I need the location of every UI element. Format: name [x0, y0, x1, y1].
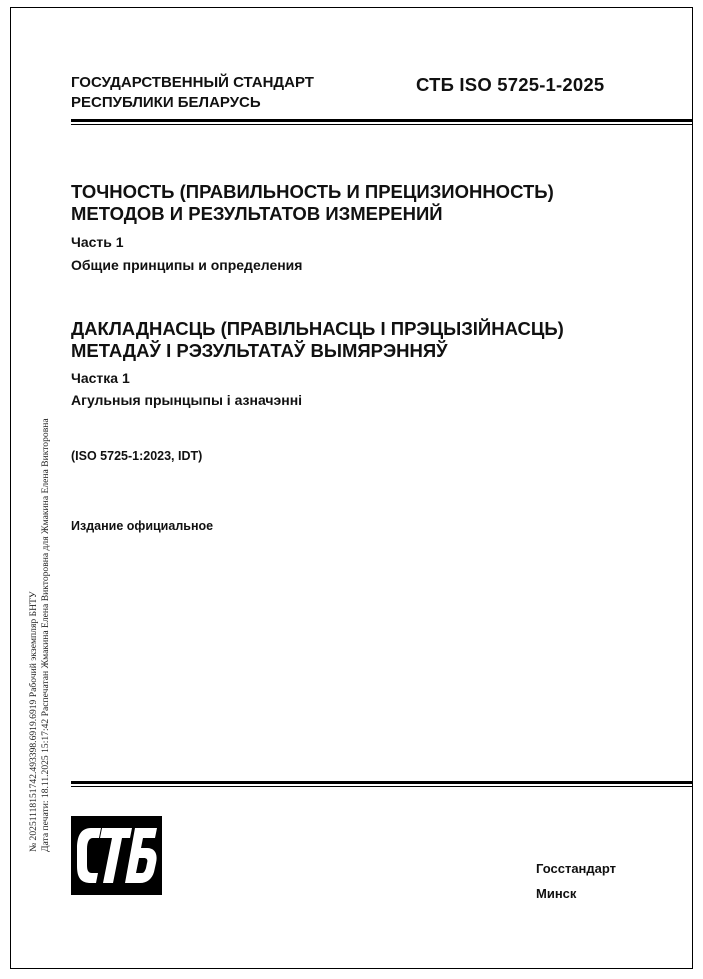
publisher-name: Госстандарт [536, 861, 617, 876]
title-ru-line-2: МЕТОДОВ И РЕЗУЛЬТАТОВ ИЗМЕРЕНИЙ [71, 203, 443, 224]
title-be-part: Частка 1 [71, 370, 130, 386]
header-rule-thick [71, 119, 693, 122]
publisher-city: Минск [536, 886, 577, 901]
title-belarusian [71, 318, 564, 409]
title-be-line-1: ДАКЛАДНАСЦЬ (ПРАВІЛЬНАСЦЬ І ПРЭЦЫЗІЙНАСЦЬ) [71, 318, 564, 339]
standard-code: СТБ ISO 5725-1-2025 [416, 74, 605, 95]
issuing-authority [71, 73, 314, 113]
iso-reference: (ISO 5725-1:2023, IDT) [71, 449, 203, 463]
title-russian [71, 181, 554, 274]
title-be-subtitle: Агульныя прынцыпы і азначэнні [71, 392, 303, 408]
stb-logo-icon [71, 816, 162, 895]
title-ru-line-1: ТОЧНОСТЬ (ПРАВИЛЬНОСТЬ И ПРЕЦИЗИОННОСТЬ) [71, 181, 554, 202]
print-stamp [28, 418, 51, 852]
print-stamp-line-2: Дата печати: 18.11.2025 15:17:42 Распечатан Жмакина Елена Викторовна для Жмакина Елена Викторовна [39, 418, 51, 852]
footer-rule-thick [71, 781, 693, 784]
title-ru-subtitle: Общие принципы и определения [71, 257, 303, 273]
authority-line-1: ГОСУДАРСТВЕННЫЙ СТАНДАРТ [71, 74, 314, 91]
edition-label: Издание официальное [71, 519, 214, 533]
title-be-line-2: МЕТАДАЎ І РЭЗУЛЬТАТАЎ ВЫМЯРЭННЯЎ [71, 340, 448, 361]
authority-line-2: РЕСПУБЛИКИ БЕЛАРУСЬ [71, 94, 261, 111]
title-ru-part: Часть 1 [71, 234, 124, 250]
header-rule-thin [71, 124, 693, 125]
footer-rule-thin [71, 786, 693, 787]
print-stamp-line-1: № 20251118151742.493398.6919.6919 Рабочий экземпляр БНТУ [28, 591, 39, 852]
